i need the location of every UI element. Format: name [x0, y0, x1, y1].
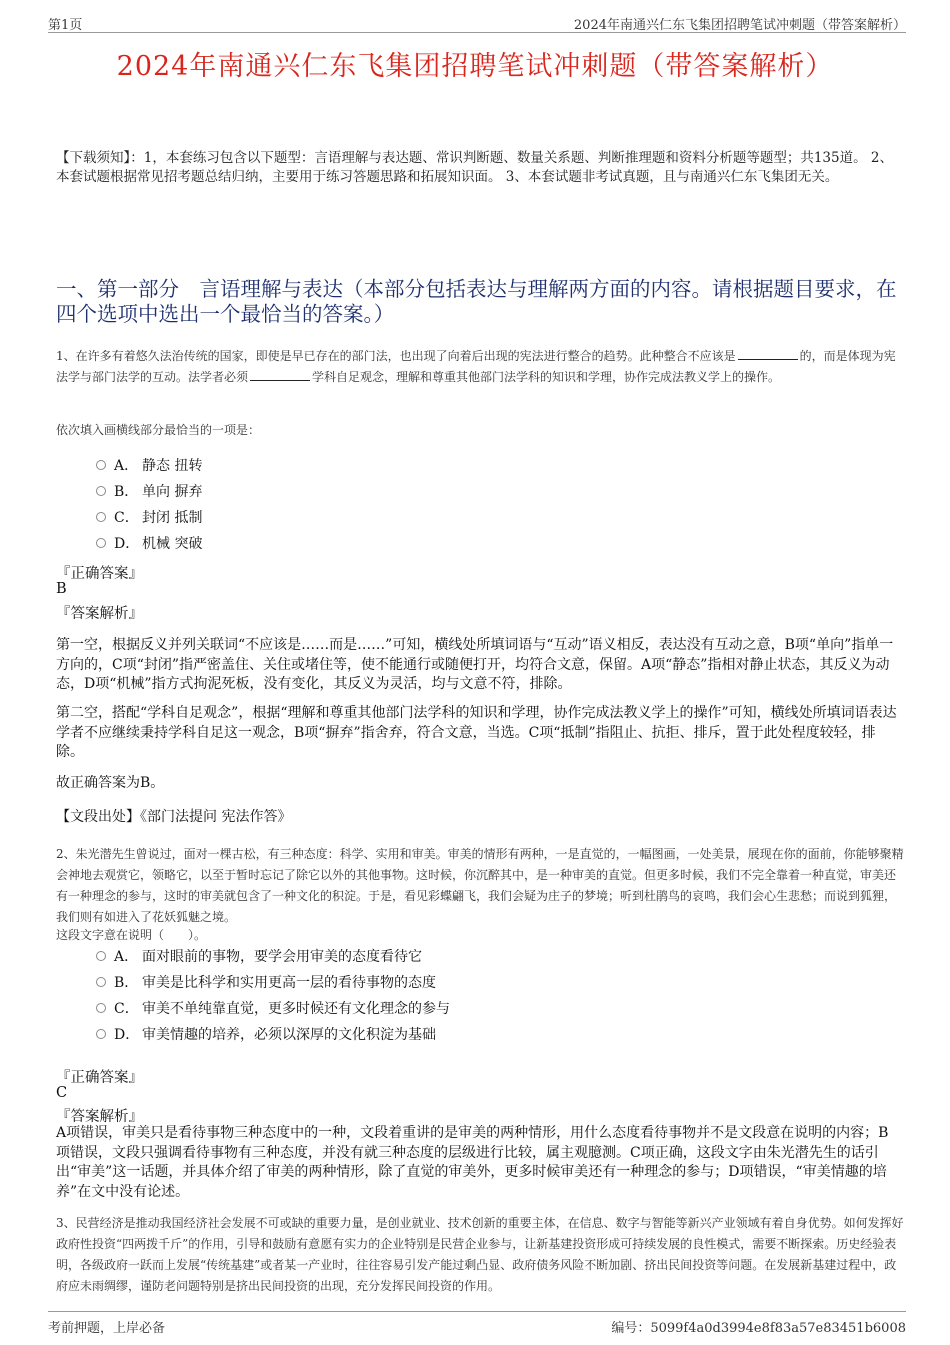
header-doc-title: 2024年南通兴仁东飞集团招聘笔试冲刺题（带答案解析）	[573, 18, 906, 33]
fill-blank-1	[738, 347, 798, 360]
page-number: 第1页	[48, 18, 83, 33]
document-code	[611, 1317, 906, 1336]
q1-option-c[interactable]	[96, 508, 202, 528]
question-1-prompt: 依次填入画横线部分最恰当的一项是：	[56, 423, 261, 437]
q2-correct-answer: C	[56, 1085, 68, 1101]
option-key: C．	[114, 510, 139, 526]
q1-analysis-conclusion: 故正确答案为B。	[56, 775, 165, 791]
q2-option-b[interactable]	[96, 973, 436, 993]
fill-blank-2	[250, 368, 310, 381]
option-text: 审美是比科学和实用更高一层的看待事物的态度	[142, 975, 436, 991]
option-key: A．	[114, 458, 139, 474]
question-3-stem: 3、民营经济是推动我国经济社会发展不可或缺的重要力量，是创业就业、技术创新的重要主体，在信息、数字与智能等新兴产业领域有着自身优势。如何发挥好政府性投资“四两拨千斤”的作用，引导和鼓励有意愿有实力的企业特别是民营企业参与，让新基建投资形成可持续发展的良性模式，需要不断探索。历史经验表明，各级政府一跃而上发展“传统基建”或者某一产业时，往往容易引发产能过剩凸显、政府债务风险不断加剧、挤出民间投资等问题。在发展新基建过程中，政府应未雨绸缪，谨防老问题特别是挤出民间投资的出现，充分发挥民间投资的作用。	[56, 1216, 904, 1293]
option-text: 单向 摒弃	[142, 484, 203, 500]
option-text: 机械 突破	[142, 536, 203, 552]
q1-option-a[interactable]	[96, 456, 202, 476]
q1-analysis-label: 『答案解析』	[56, 606, 143, 622]
download-notice: 【下载须知】：1，本套练习包含以下题型：言语理解与表达题、常识判断题、数量关系题、判断推理题和资料分析题等题型；共135道。 2、本套试题根据常见招考题总结归纳，主要用于练习答题思路和拓展知识面。 3、本套试题非考试真题，且与南通兴仁东飞集团无关。	[56, 150, 893, 185]
radio-icon[interactable]	[96, 486, 106, 496]
q2-option-d[interactable]	[96, 1025, 436, 1045]
q1-correct-answer: B	[56, 581, 67, 597]
option-text: 审美不单纯靠直觉，更多时候还有文化理念的参与	[142, 1001, 450, 1017]
q1-stem-part3: 学科自足观念，理解和尊重其他部门法学科的知识和学理，协作完成法教义学上的操作。	[312, 370, 781, 384]
q2-analysis-label: 『答案解析』	[56, 1109, 143, 1125]
footer-slogan: 考前押题，上岸必备	[48, 1321, 166, 1336]
question-2-prompt: 这段文字意在说明（ ）。	[56, 928, 207, 942]
section-heading: 一、第一部分 言语理解与表达（本部分包括表达与理解两方面的内容。请根据题目要求，在四个选项中选出一个最恰当的答案。）	[56, 277, 897, 326]
q1-option-d[interactable]	[96, 534, 202, 554]
radio-icon[interactable]	[96, 512, 106, 522]
q1-option-b[interactable]	[96, 482, 202, 502]
q1-stem-part1: 1、在许多有着悠久法治传统的国家，即使是早已存在的部门法，也出现了向着后出现的宪法进行整合的趋势。此种整合不应该是	[56, 349, 736, 363]
option-key: D．	[114, 1027, 140, 1043]
option-text: 静态 扭转	[142, 458, 203, 474]
document-code-value: 5099f4a0d3994e8f83a57e83451b6008	[650, 1321, 906, 1336]
radio-icon[interactable]	[96, 951, 106, 961]
document-title: 2024年南通兴仁东飞集团招聘笔试冲刺题（带答案解析）	[116, 51, 834, 82]
radio-icon[interactable]	[96, 1003, 106, 1013]
option-text: 封闭 抵制	[142, 510, 203, 526]
radio-icon[interactable]	[96, 1029, 106, 1039]
option-key: C．	[114, 1001, 139, 1017]
option-text: 面对眼前的事物，要学会用审美的态度看待它	[142, 949, 422, 965]
q2-correct-answer-label: 『正确答案』	[56, 1070, 143, 1086]
q1-source: 【文段出处】《部门法提问 宪法作答》	[56, 809, 292, 825]
q2-option-a[interactable]	[96, 947, 422, 967]
q1-analysis-paragraph-2: 第二空，搭配“学科自足观念”，根据“理解和尊重其他部门法学科的知识和学理，协作完成法教义学上的操作”可知，横线处所填词语表达学者不应继续秉持学科自足这一观念，B项“摒弃”指舍弃，符合文意，当选。C项“抵制”指阻止、抗拒、排斥，置于此处程度较轻，排除。	[56, 705, 897, 760]
option-text: 审美情趣的培养，必须以深厚的文化积淀为基础	[142, 1027, 436, 1043]
q1-stem-part2: 的，而是体现为宪法学与部门法学的互动。法学者必须	[56, 349, 896, 384]
q1-correct-answer-label: 『正确答案』	[56, 566, 143, 582]
question-1-stem	[56, 346, 906, 388]
option-key: D．	[114, 536, 140, 552]
q2-analysis: A项错误，审美只是看待事物三种态度中的一种，文段着重讲的是审美的两种情形，用什么态度看待事物并不是文段意在说明的内容；B项错误，文段只强调看待事物有三种态度，并没有就三种态度的层级进行比较，属主观臆测。C项正确，这段文字由朱光潜先生的话引出“审美”这一话题，并具体介绍了审美的两种情形，除了直觉的审美外，更多时候审美还有一种理念的参与；D项错误，“审美情趣的培养”在文中没有论述。	[56, 1125, 889, 1200]
page-header	[48, 10, 906, 33]
option-key: B．	[114, 975, 139, 991]
question-2-stem: 2、朱光潜先生曾说过，面对一棵古松，有三种态度：科学、实用和审美。审美的情形有两种，一是直觉的，一幅图画，一处美景，展现在你的面前，你能够聚精会神地去观赏它，领略它，以至于暂时忘记了除它以外的其他事物。这时候，你沉醉其中，是一种审美的直觉。但更多时候，我们不完全靠着一种直觉，审美还有一种理念的参与，这时的审美就包含了一种文化的积淀。于是，看见彩蝶翩飞，我们会疑为庄子的梦境；听到杜鹃鸟的哀鸣，我们会心生悲愁；而说到狐狸，我们则有如进入了花妖狐魅之境。	[56, 847, 904, 924]
radio-icon[interactable]	[96, 538, 106, 548]
q1-analysis-paragraph-1: 第一空，根据反义并列关联词“不应该是……而是……”可知，横线处所填词语与“互动”语义相反，表达没有互动之意，B项“单向”指单一方向的，C项“封闭”指严密盖住、关住或堵住等，使不能通行或随便打开，均符合文意，保留。A项“静态”指相对静止状态，其反义为动态，D项“机械”指方式拘泥死板，没有变化，其反义为灵活，均与文意不符，排除。	[56, 637, 894, 692]
option-key: A．	[114, 949, 139, 965]
document-code-label: 编号：	[611, 1321, 651, 1336]
q2-option-c[interactable]	[96, 999, 450, 1019]
radio-icon[interactable]	[96, 460, 106, 470]
option-key: B．	[114, 484, 139, 500]
radio-icon[interactable]	[96, 977, 106, 987]
page-footer	[48, 1311, 906, 1334]
